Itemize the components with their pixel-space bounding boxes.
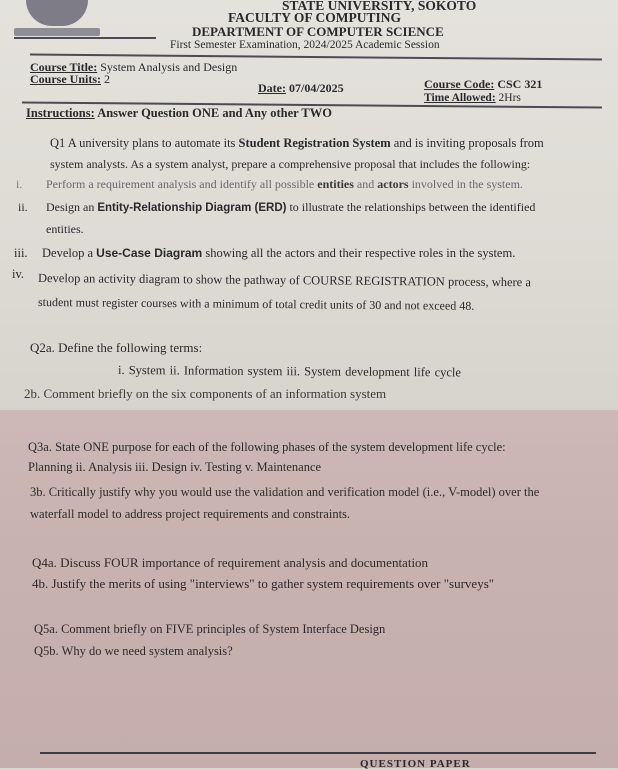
q3b-line1: 3b. Critically justify why you would use the validation and verification model (i.e., V-model) over the — [30, 485, 540, 499]
q3b-line2: waterfall model to address project requirements and constraints. — [30, 507, 351, 521]
q3a-phases: Planning ii. Analysis iii. Design iv. Testing v. Maintenance — [28, 460, 322, 474]
university-name: STATE UNIVERSITY, SOKOTO — [282, 0, 477, 13]
q1-item-i — [46, 177, 523, 192]
q1-item-ii-text2: to illustrate the relationships between the identified — [286, 200, 536, 214]
course-code-value: CSC 321 — [497, 77, 543, 91]
exam-date-label: Date: — [258, 81, 286, 95]
instructions-text: Answer Question ONE and Any other TWO — [97, 106, 332, 120]
course-code — [424, 77, 542, 92]
header-rule-left — [14, 37, 156, 39]
q1-item-iii — [42, 246, 515, 261]
q1-item-iv: Develop an activity diagram to show the pathway of COURSE REGISTRATION process, where a — [37, 271, 531, 290]
logo-banner — [14, 28, 100, 36]
q4a: Q4a. Discuss FOUR importance of requirement analysis and documentation — [32, 555, 429, 570]
faculty-name: FACULTY OF COMPUTING — [228, 10, 402, 25]
department-name: DEPARTMENT OF COMPUTER SCIENCE — [192, 24, 444, 39]
q2a: Q2a. Define the following terms: — [30, 340, 203, 355]
q1-item-ii-text1: Design an — [46, 200, 98, 214]
q1-item-ii — [46, 200, 535, 215]
instructions-label: Instructions: — [26, 106, 95, 120]
q1-item-iii-num: iii. — [14, 246, 28, 260]
q1-item-iii-text2: showing all the actors and their respective roles in the system. — [202, 246, 516, 260]
q1-item-ii-num: ii. — [18, 200, 28, 214]
exam-session: First Semester Examination, 2024/2025 Academic Session — [170, 39, 440, 51]
q2a-terms: i. System ii. Information system iii. System development life cycle — [117, 363, 462, 380]
time-allowed-label: Time Allowed: — [424, 92, 496, 104]
footer-rule — [40, 752, 596, 754]
time-allowed — [424, 92, 521, 104]
q5b: Q5b. Why do we need system analysis? — [34, 644, 233, 658]
q1-item-iii-text1: Develop a — [42, 246, 97, 260]
q1-item-i-num: i. — [16, 177, 23, 191]
q2b: 2b. Comment briefly on the six components of an information system — [24, 386, 387, 401]
q1-item-i-text3: involved in the system. — [408, 177, 523, 191]
q5a: Q5a. Comment briefly on FIVE principles of System Interface Design — [34, 622, 386, 636]
course-units-value: 2 — [104, 72, 110, 86]
q1-item-ii-erd: Entity-Relationship Diagram (ERD) — [97, 202, 287, 214]
q1-intro — [50, 136, 544, 151]
course-units-label: Course Units: — [30, 72, 101, 86]
course-units — [30, 72, 110, 87]
q1-item-i-actors: actors — [377, 177, 409, 191]
q1-item-iii-usecase: Use-Case Diagram — [96, 246, 203, 260]
q1-intro-part1: Q1 A university plans to automate its — [50, 136, 239, 150]
q1-item-ii-line2: entities. — [46, 222, 84, 236]
instructions — [26, 106, 332, 121]
q1-item-i-entities: entities — [317, 177, 354, 191]
q1-item-iv-line2: student must register courses with a minimum of total credit units of 30 and not exceed 48. — [37, 295, 475, 313]
q1-intro-line2: system analysts. As a system analyst, prepare a comprehensive proposal that includes the following: — [50, 157, 531, 171]
time-allowed-value: 2Hrs — [498, 92, 521, 104]
footer-text: QUESTION PAPER — [360, 758, 471, 770]
exam-date — [258, 81, 344, 96]
q1-item-iv-num: iv. — [12, 267, 25, 281]
q4b: 4b. Justify the merits of using "interviews" to gather system requirements over "surveys" — [32, 576, 495, 591]
q1-item-i-text1: Perform a requirement analysis and identify all possible — [46, 177, 318, 191]
q1-system-name: Student Registration System — [238, 136, 391, 150]
course-title-label: Course Title: — [30, 60, 98, 74]
q1-intro-part2: and is inviting proposals from — [390, 136, 544, 150]
course-title-value: System Analysis and Design — [100, 60, 238, 74]
course-code-label: Course Code: — [424, 77, 495, 91]
exam-date-value: 07/04/2025 — [288, 81, 344, 95]
q3a: Q3a. State ONE purpose for each of the following phases of the system development life cycle: — [28, 440, 506, 454]
q1-item-i-text2: and — [353, 177, 378, 191]
